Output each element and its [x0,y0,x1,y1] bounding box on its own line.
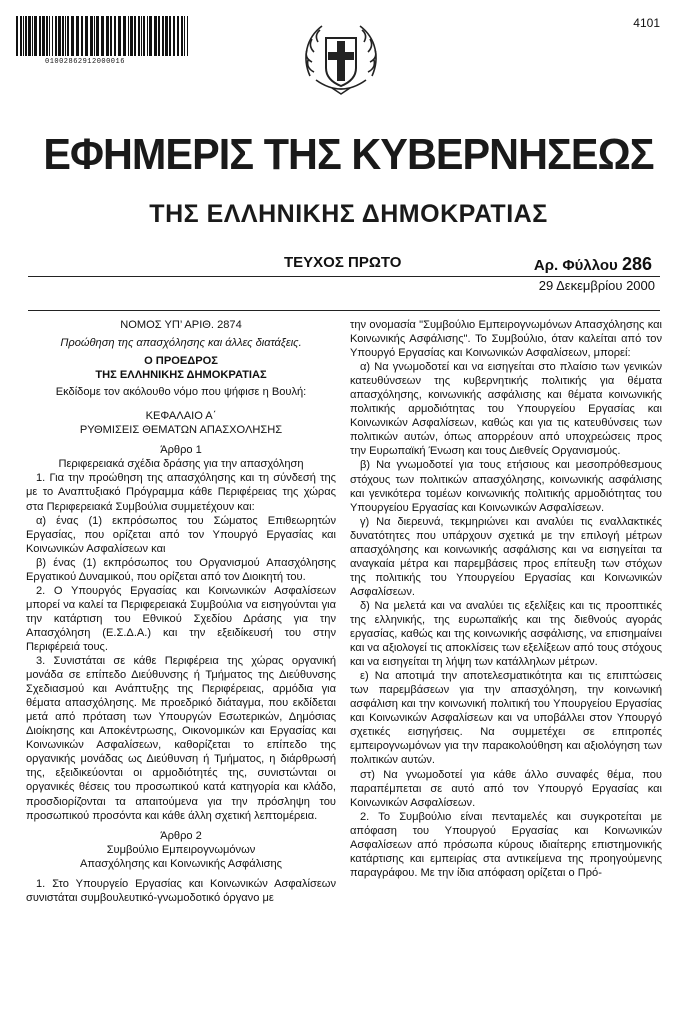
sheet-label: Αρ. Φύλλου [533,257,618,274]
promulgation-text: Εκδίδομε τον ακόλουθο νόμο που ψήφισε η Βουλή: [55,386,307,399]
barcode-bar [85,16,88,56]
barcode-bar [158,16,160,56]
chapter-title: ΡΥΘΜΙΣΕΙΣ ΘΕΜΑΤΩΝ ΑΠΑΣΧΟΛΗΣΗΣ [79,424,283,437]
barcode-bar [118,16,121,56]
barcode-bar [184,16,185,56]
header-rule-top [28,276,660,277]
barcode-bar [23,16,24,56]
barcode-bar [67,16,69,56]
law-title: ΝΟΜΟΣ ΥΠ’ ΑΡΙΘ. 2874 [120,319,242,331]
barcode-bar [141,16,142,56]
barcode-bar [81,16,83,56]
barcode-bar [20,16,22,56]
barcode-bar [52,16,53,56]
barcode-bar [123,16,126,56]
barcode-bar [46,16,48,56]
article-1-title: Περιφερειακά σχέδια δράσης για την απασχόληση [58,458,304,471]
article-1-para-1a: α) ένας (1) εκπρόσωπος του Σώματος Επιθεωρητών Εργασίας, που ορίζεται από τον Υπουργό Εργασίας και Κοινωνικών Ασφαλίσεων και [26,514,336,555]
article-2-heading: Άρθρο 2 [160,829,202,842]
article-1-para-1b: β) ένας (1) εκπρόσωπος του Οργανισμού Απασχόλησης Εργατικού Δυναμικού, που ορίζεται από τον Διοικητή του. [26,556,336,583]
barcode-bar [177,16,179,56]
barcode-bar [165,16,168,56]
barcode-bar [71,16,74,56]
article-2-item-a: α) Να γνωμοδοτεί και να εισηγείται στο πλαίσιο των γενικών κατευθύνσεων της κυβερνητικής πολιτικής για θέματα απασχόλησης, κοινωνικής ασφάλισης και θέματα κοινωνικής πολιτικής αρμοδιότητας του Υπουργείου Εργασίας και Κοινωνικών Ασφαλίσεων, καθώς και για τις κατευθύνσεις των πολιτικών αυτών, όπως απορρέουν από υποχρεώσεις προς την Ευρωπαϊκή Ένωση και τους Διεθνείς Οργανισμούς. [350,361,662,458]
barcode-bar [134,16,136,56]
article-1-heading: Άρθρο 1 [160,444,202,457]
president-line-1: Ο ΠΡΟΕΔΡΟΣ [144,355,218,368]
article-1-para-3: 3. Συνιστάται σε κάθε Περιφέρεια της χώρας οργανική μονάδα σε επίπεδο Διεύθυνσης ή Τμήματος της Διεύθυνσης Σχεδιασμού και Ανάπτυξης της Περιφέρειας, αρμόδια για θέματα απασχόλησης. Με προεδρικό διάταγμα, που εκδίδεται μετά από πρόταση των Υπουργών Εσωτερικών, Δημόσιας Διοίκησης και Αποκέντρωσης, Οικονομικών και Εργασίας και Κοινωνικών Ασφαλίσεων, καθορίζεται το επίπεδο της οργανικής μονάδας ως Διεύθυνση ή Τμήματος, η διάρθρωσή της, εξειδικεύονται οι αρμοδιότητές της, συνιστώνται οι οργανικές θέσεις του προσωπικού κατά κατηγορία και κλάδο, προσδιορίζονται τα απαιτούμενα για την πρόσληψη του προσωπικού προσόντα και κάθε άλλη σχετική λεπτομέρεια. [26,655,336,822]
president-line-2: ΤΗΣ ΕΛΛΗΝΙΚΗΣ ΔΗΜΟΚΡΑΤΙΑΣ [95,369,267,382]
gazette-title: ΕΦΗΜΕΡΙΣ ΤΗΣ ΚΥΒΕΡΝΗΣΕΩΣ [43,130,654,179]
article-2-item-b: β) Να γνωμοδοτεί για τους ετήσιους και μεσοπρόθεσμους στόχους των πολιτικών απασχόλησης, κοινωνικής ασφάλισης και γενικότερα τομέων κοινωνικής πολιτικής αρμοδιότητας του Υπουργείου Εργασίας και Κοινωνικών Ασφαλίσεων. [350,459,662,514]
barcode-bar [32,16,33,56]
law-subtitle: Προώθηση της απασχόλησης και άλλες διατάξεις. [60,337,302,350]
barcode-bar [181,16,183,56]
barcode-bar [154,16,157,56]
barcode-bar [49,16,50,56]
barcode-bar [114,16,116,56]
sheet-number [534,254,652,275]
barcode-bar [173,16,175,56]
issue-date: 29 Δεκεμβρίου 2000 [538,278,655,293]
page-number: 4101 [633,16,660,30]
barcode-bar [162,16,164,56]
article-2-item-g: γ) Να διερευνά, τεκμηριώνει και αναλύει τις εναλλακτικές δυνατότητες που υπάρχουν σχετικά με την επιλογή μέτρων απασχόλησης και κοινωνικής ασφάλισης και να εισηγείται τα αναγκαία μέτρα και παρεμβάσεις προς επίτευξη των στόχων της πολιτικής του Υπουργείου Εργασίας και Κοινωνικών Ασφαλίσεων. [350,515,662,598]
article-1-para-1: 1. Για την προώθηση της απασχόλησης και τη σύνδεσή της με το Αναπτυξιακό Πρόγραμμα κάθε Περιφέρειας της χώρας στα Περιφερειακά Συμβούλια συμμετέχουν και: [26,472,336,513]
sheet-number-value: 286 [621,254,652,274]
barcode-bar [143,16,145,56]
barcode-bar [149,16,152,56]
article-2-item-d: δ) Να μελετά και να αναλύει τις εξελίξεις και τις προοπτικές της ελληνικής, της ευρωπαϊκής και της διεθνούς αγοράς εργασίας, καθώς και της κοινωνικής ασφάλισης, να επισημαίνει και να αξιολογεί τις αποκλίσεις των εξελίξεων από τους στόχους και να εισηγείται τη λήψη των κατάλληλων μέτρων. [350,599,662,669]
barcode-bar [94,16,95,56]
article-2-title-line-2: Απασχόλησης και Κοινωνικής Ασφάλισης [79,857,283,870]
barcode-bar [34,16,37,56]
barcode-bar [58,16,61,56]
barcode-bar [42,16,45,56]
barcode-bar [65,16,66,56]
article-2-item-st: στ) Να γνωμοδοτεί για κάθε άλλο συναφές θέμα, που παραπέμπεται σε αυτό από τον Υπουργό Εργασίας και Κοινωνικών Ασφαλίσεων. [350,768,662,809]
barcode-bar [101,16,104,56]
coat-of-arms-emblem [296,14,386,104]
barcode-bar [16,16,18,56]
barcode-bar [76,16,79,56]
article-2-para-1: 1. Στο Υπουργείο Εργασίας και Κοινωνικών Ασφαλίσεων συνιστάται συμβουλευτικό-γνωμοδοτικό όργανο με [26,877,336,904]
gazette-subtitle: ΤΗΣ ΕΛΛΗΝΙΚΗΣ ΔΗΜΟΚΡΑΤΙΑΣ [149,200,548,228]
barcode-bar [110,16,112,56]
barcode-bar [128,16,129,56]
barcode-bar [62,16,64,56]
barcode-bar [55,16,57,56]
barcode-bar [96,16,99,56]
barcode-bar [39,16,41,56]
article-2-item-e: ε) Να αποτιμά την αποτελεσματικότητα και τις επιπτώσεις των παρεμβάσεων για την απασχόληση, την κοινωνική ασφάλιση και την κοινωνική πολιτική του Υπουργείου Εργασίας και Κοινωνικών Ασφαλίσεων και να υποβάλλει στον Υπουργό σχετικές εισηγήσεις. Να συμμετέχει σε επιτροπές εμπειρογνωμόνων για την παρακολούθηση και αξιολόγηση των πολιτικών αυτών. [350,670,662,767]
article-2-para-1-cont: την ονομασία "Συμβούλιο Εμπειρογνωμόνων Απασχόλησης και Κοινωνικής Ασφάλισης". Το Συμβούλιο, όταν καλείται από τον Υπουργό Εργασίας και Κοινωνικών Ασφαλίσεων, μπορεί: [350,319,662,360]
barcode-bar [169,16,171,56]
barcode-bar [147,16,148,56]
barcode-bar [90,16,93,56]
issue-type: ΤΕΥΧΟΣ ΠΡΩΤΟ [284,254,402,271]
header-rule-bottom [28,310,660,311]
article-1-para-2: 2. Ο Υπουργός Εργασίας και Κοινωνικών Ασφαλίσεων μπορεί να καλεί τα Περιφερειακά Συμβούλια να εισηγούνται για την κατάρτιση του Εθνικού Σχεδίου Δράσης για την Απασχόληση (Ε.Σ.Δ.Α.) και την εξειδίκευσή του στην Περιφέρειά τους. [26,584,336,653]
article-2-para-2: 2. Το Συμβούλιο είναι πενταμελές και συγκροτείται με απόφαση του Υπουργού Εργασίας και Κοινωνικών Ασφαλίσεων από πρόσωπα κύρους ιδιαίτερης επιστημονικής κατάρτισης και εμπειρίας στα αντικείμενα της προηγούμενης παραγράφου. Με την ίδια απόφαση ορίζεται ο Πρό- [350,810,662,879]
barcode [16,16,192,56]
chapter-heading: ΚΕΦΑΛΑΙΟ Α΄ [145,410,217,423]
barcode-bar [106,16,109,56]
barcode-number: 01002862912000016 [45,58,125,66]
barcode-bar [25,16,27,56]
barcode-bar [28,16,31,56]
left-column [26,318,336,905]
barcode-bar [187,16,188,56]
right-column [350,318,662,880]
barcode-bar [130,16,133,56]
article-2-title-line-1: Συμβούλιο Εμπειρογνωμόνων [106,843,256,856]
barcode-bar [138,16,140,56]
